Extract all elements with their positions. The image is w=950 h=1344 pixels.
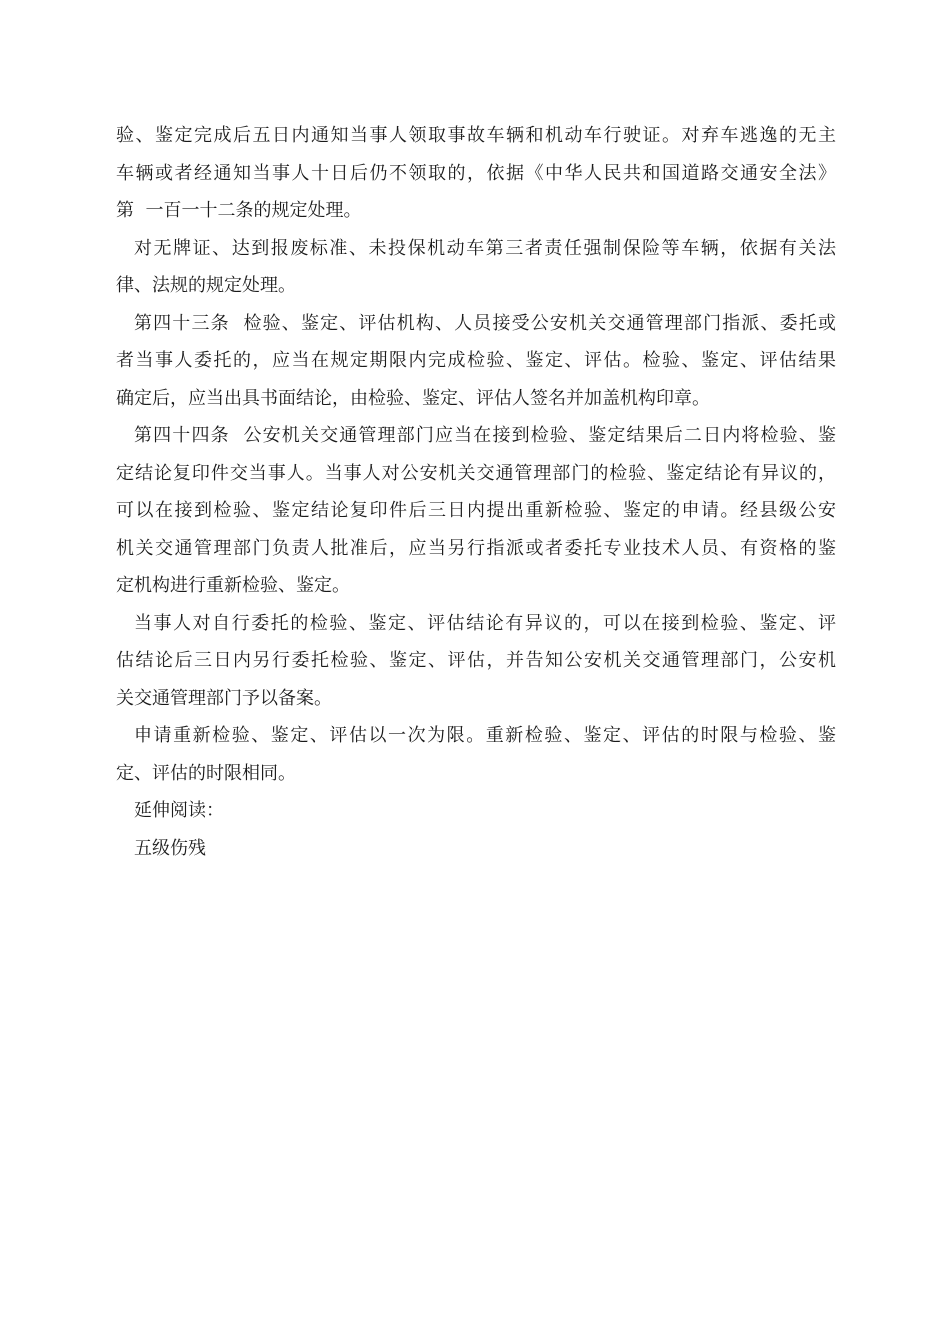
text-line: 申请重新检验、鉴定、评估以一次为限。重新检验、鉴定、评估的时限与检验、鉴 xyxy=(134,725,836,746)
paragraph-reexamination-limit xyxy=(116,717,836,792)
text-line: 对无牌证、达到报废标准、未投保机动车第三者责任强制保险等车辆，依据有关法 xyxy=(134,237,836,259)
text-line: 关交通管理部门予以备案。 xyxy=(116,687,332,709)
text-line: 第 一百一十二条的规定处理。 xyxy=(116,200,362,221)
text-line: 验、鉴定完成后五日内通知当事人领取事故车辆和机动车行驶证。对弃车逃逸的无主 xyxy=(116,125,836,146)
text-line: 可以在接到检验、鉴定结论复印件后三日内提出重新检验、鉴定的申请。经县级公安 xyxy=(116,500,836,521)
extended-reading-label xyxy=(116,792,836,830)
related-link[interactable] xyxy=(116,830,836,868)
text-line: 估结论后三日内另行委托检验、鉴定、评估，并告知公安机关交通管理部门，公安机 xyxy=(116,650,836,671)
document-body xyxy=(116,117,836,867)
text-line: 机关交通管理部门负责人批准后，应当另行指派或者委托专业技术人员、有资格的鉴 xyxy=(116,537,836,559)
paragraph-continuation xyxy=(116,117,836,230)
text-line: 定结论复印件交当事人。当事人对公安机关交通管理部门的检验、鉴定结论有异议的， xyxy=(116,462,836,484)
text-line: 定、评估的时限相同。 xyxy=(116,762,296,784)
paragraph-article-44 xyxy=(116,417,836,605)
paragraph-unlicensed-vehicles xyxy=(116,230,836,305)
text-line: 车辆或者经通知当事人十日后仍不领取的，依据《中华人民共和国道路交通安全法》 xyxy=(116,162,836,184)
text-line: 第四十三条 检验、鉴定、评估机构、人员接受公安机关交通管理部门指派、委托或 xyxy=(134,312,836,334)
text-line: 者当事人委托的，应当在规定期限内完成检验、鉴定、评估。检验、鉴定、评估结果 xyxy=(116,350,836,371)
link-text[interactable]: 五级伤残 xyxy=(134,837,206,859)
paragraph-article-43 xyxy=(116,305,836,418)
text-line: 确定后，应当出具书面结论，由检验、鉴定、评估人签名并加盖机构印章。 xyxy=(116,387,710,409)
text-line: 第四十四条 公安机关交通管理部门应当在接到检验、鉴定结果后二日内将检验、鉴 xyxy=(134,425,836,446)
paragraph-self-commissioned xyxy=(116,605,836,718)
text-line: 延伸阅读： xyxy=(134,800,224,821)
text-line: 律、法规的规定处理。 xyxy=(116,275,296,296)
text-line: 定机构进行重新检验、鉴定。 xyxy=(116,575,350,596)
text-line: 当事人对自行委托的检验、鉴定、评估结论有异议的，可以在接到检验、鉴定、评 xyxy=(134,612,836,634)
